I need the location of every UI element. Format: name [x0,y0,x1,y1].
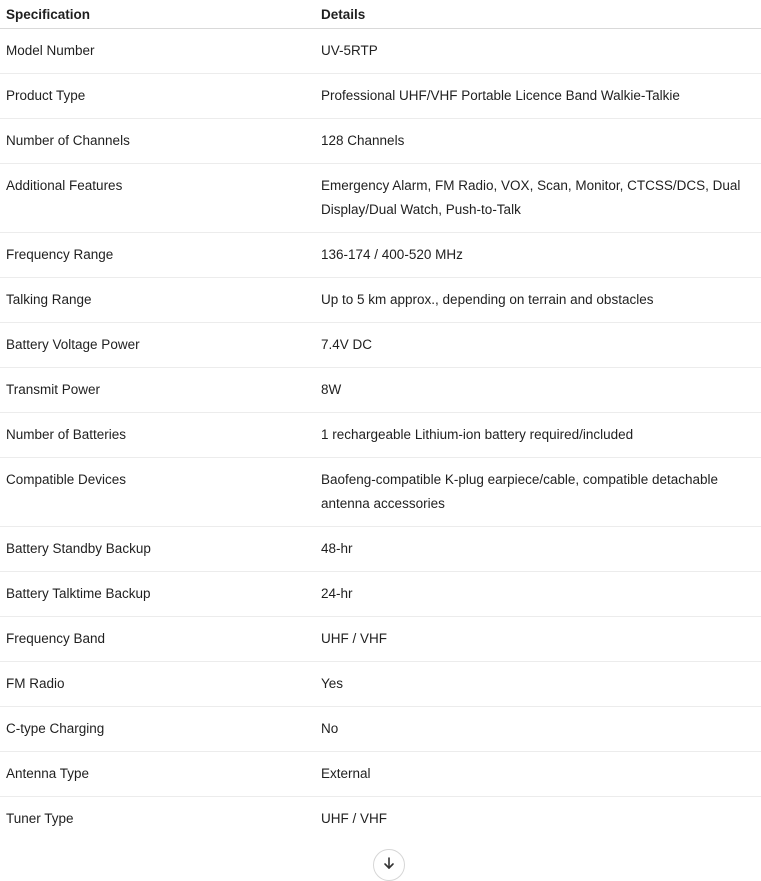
spec-name: Tuner Type [6,811,74,826]
table-row [0,662,761,707]
spec-name: Number of Channels [0,119,315,164]
spec-value: 8W [315,368,761,413]
spec-value: 7.4V DC [315,323,761,368]
spec-name: Antenna Type [0,752,315,797]
spec-name: FM Radio [0,662,315,707]
scroll-down-button[interactable] [373,849,405,881]
spec-name: Frequency Range [0,233,315,278]
spec-value: 128 Channels [315,119,761,164]
table-row [0,617,761,662]
table-row [0,74,761,119]
spec-value: 1 rechargeable Lithium-ion battery required/included [315,413,761,458]
table-row [0,752,761,797]
spec-name: Number of Batteries [0,413,315,458]
spec-name: Battery Voltage Power [0,323,315,368]
spec-name: Frequency Band [0,617,315,662]
header-details: Details [315,0,761,29]
table-row [0,278,761,323]
spec-value: UHF / VHF [321,811,387,826]
table-row [0,233,761,278]
spec-value: Baofeng-compatible K-plug earpiece/cable, compatible detachable antenna accessories [315,458,761,527]
spec-value: 136-174 / 400-520 MHz [315,233,761,278]
table-row [0,527,761,572]
spec-name: Model Number [0,29,315,74]
spec-value: No [315,707,761,752]
table-row [0,368,761,413]
spec-name: Battery Talktime Backup [0,572,315,617]
spec-value: Emergency Alarm, FM Radio, VOX, Scan, Monitor, CTCSS/DCS, Dual Display/Dual Watch, Push-to-Talk [315,164,761,233]
spec-value: UV-5RTP [315,29,761,74]
table-row [0,797,761,842]
header-specification: Specification [0,0,315,29]
spec-name: Talking Range [0,278,315,323]
spec-name: Additional Features [0,164,315,233]
table-row [0,119,761,164]
spec-value: Up to 5 km approx., depending on terrain and obstacles [315,278,761,323]
spec-name: Compatible Devices [0,458,315,527]
spec-value: Professional UHF/VHF Portable Licence Band Walkie-Talkie [315,74,761,119]
spec-value: Yes [315,662,761,707]
table-header-row [0,0,761,29]
table-row [0,29,761,74]
table-row [0,323,761,368]
spec-name: Battery Standby Backup [0,527,315,572]
table-row [0,572,761,617]
spec-name: C-type Charging [0,707,315,752]
table-row [0,164,761,233]
spec-value: UHF / VHF [315,617,761,662]
table-row [0,458,761,527]
table-row [0,413,761,458]
spec-value: 48-hr [315,527,761,572]
spec-value: 24-hr [315,572,761,617]
spec-name: Transmit Power [0,368,315,413]
table-row [0,707,761,752]
spec-value: External [315,752,761,797]
arrow-down-icon [382,856,396,870]
spec-name: Product Type [0,74,315,119]
